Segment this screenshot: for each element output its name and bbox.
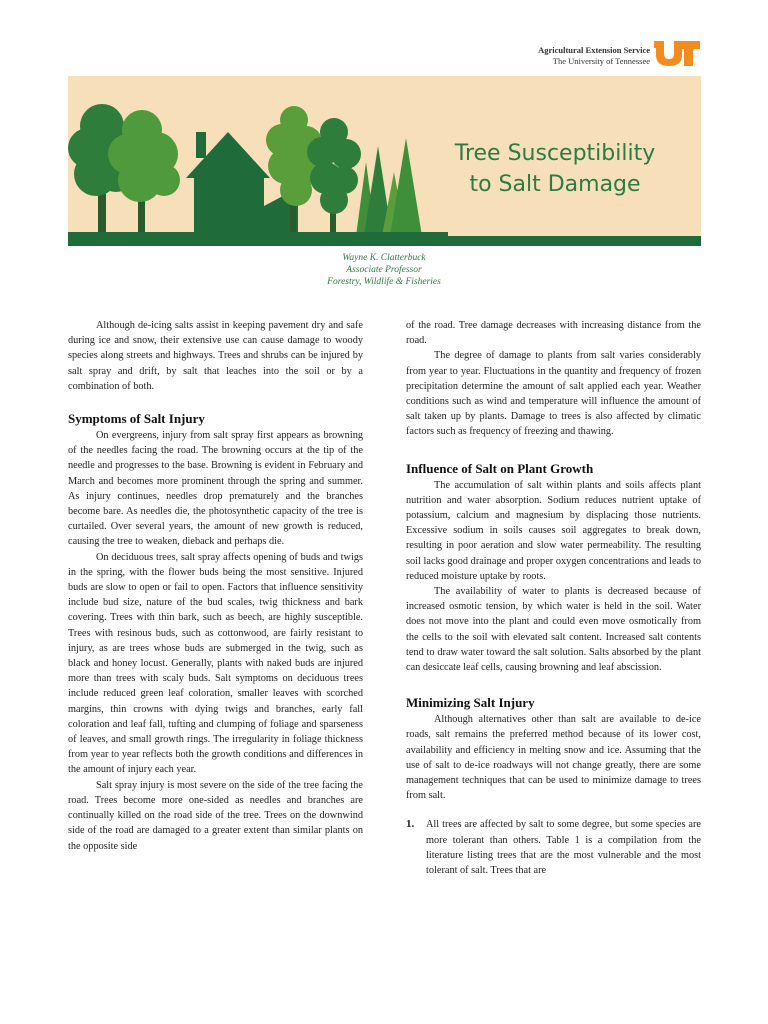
paragraph-degree: The degree of damage to plants from salt varies considerably from year to year. Fluctuations in the quantity and frequency of frozen precipitation determine the amount of salt applied each year. Weather conditions such as wind and temperature will influence the amount of salt taken up by plants. Damage to trees is also affected by climatic factors such as frequency of freezing and thawing. (406, 350, 701, 438)
ut-logo (653, 39, 701, 67)
paragraph-salt-spray: Salt spray injury is most severe on the side of the tree facing the road. Trees become more one-sided as needles and branches are continually killed on the road side of the tree. Trees on the downwind side of the road are damaged to a greater extent than similar plants on the opposite side (68, 779, 363, 852)
intro-paragraph: Although de-icing salts assist in keeping pavement dry and safe during ice and snow, their extensive use can cause damage to woody species along streets and highways. Trees and shrubs can be injured by salt spray and drift, by salt that leaches into the soil or by a combination of both. (68, 320, 363, 392)
author-position: Associate Professor (346, 265, 422, 275)
paragraph-availability: The availability of water to plants is decreased because of increased osmotic tension, by which water is held in the soil. Water does not move into the plant and could even move osmotically from the cells to the soil with elevated salt content. Increased salt contents tend to draw water toward the salt solution. Salts absorbed by the plant can desiccate leaf cells, causing browning and leaf abscission. (406, 586, 701, 674)
author-department: Forestry, Wildlife & Fisheries (327, 277, 441, 287)
heading-influence: Influence of Salt on Plant Growth (406, 460, 594, 476)
paragraph-deciduous: On deciduous trees, salt spray affects opening of buds and twigs in the spring, with the flower buds being the most sensitive. Injured buds are slow to open or fail to open. Factors that influence sensitivity include bud size, nature of the bud scales, twig thickness and bark covering. Trees with thin bark, such as beech, are highly susceptible. Trees with resinous buds, such as cottonwood, are fairly resistant to injury, as are trees whose buds are submerged in the twig, such as black and honey locust. Generally, plants with naked buds are injured more than trees with scaly buds. Salt symptoms on deciduous trees include reduced green leaf coloration, smaller leaves with scorched margins, thin crowns with dying twigs and branches, early fall coloration and leaf fall, tufting and clumping of foliage and sparseness of leaves, and small growth rings. The irregularity in foliage thickness from year to year reflects both the growth conditions and differences in the amount of injury each year. (68, 551, 363, 776)
author-name: Wayne K. Clatterbuck (342, 253, 426, 263)
right-column (406, 318, 701, 878)
paragraph-alternatives: Although alternatives other than salt are available to de-ice roads, salt remains the preferred method because of its lower cost, availability and efficiency in melting snow and ice. Assuming that the use of salt to de-ice roadways will not change greatly, there are some management techniques that can be used to minimize damage to trees from salt. (406, 714, 701, 802)
list-item-number: 1. (406, 818, 415, 831)
title-line-2: to Salt Damage (469, 172, 641, 197)
numbered-list (406, 817, 701, 878)
paragraph-continued: of the road. Tree damage decreases with increasing distance from the road. (406, 320, 701, 347)
title-line-1: Tree Susceptibility (454, 141, 656, 166)
heading-minimizing: Minimizing Salt Injury (406, 695, 535, 711)
document-title (430, 138, 680, 200)
org-block (470, 44, 650, 67)
author-byline (284, 252, 484, 288)
heading-symptoms: Symptoms of Salt Injury (68, 411, 205, 427)
university-name: The University of Tennessee (552, 56, 650, 66)
left-column (68, 318, 363, 854)
list-item (406, 817, 701, 878)
paragraph-accumulation: The accumulation of salt within plants and soils affects plant nutrition and water absorption. Sodium reduces nutrient uptake of potassium, calcium and magnesium by displacing those nutrients. Excessive sodium in soils causes soil aggregates to break down, resulting in poor aeration and slow water permeability. The resulting soil lacks good drainage and proper oxygen concentrations and leads to reduced moisture uptake by roots. (406, 479, 701, 582)
org-name: Agricultural Extension Service (538, 45, 650, 55)
banner-bar (68, 236, 701, 246)
list-item-text: All trees are affected by salt to some degree, but some species are more tolerant than others. Table 1 is a compilation from the literature listing trees that are the most vulnerable and the most tolerant of salt. Trees that are (426, 819, 701, 877)
paragraph-evergreens: On evergreens, injury from salt spray first appears as browning of the needles facing the road. The browning occurs at the tip of the needle and progresses to the base. Browning is evident in February and March and becomes more prominent through the spring and summer. As injury continues, needles drop prematurely and the branches become bare. As needles die, the photosynthetic capacity of the tree is curtailed. Over several years, the amount of new growth is reduced, causing the tree to weaken, dieback and perhaps die. (68, 430, 363, 548)
conifer-trees (356, 138, 422, 236)
